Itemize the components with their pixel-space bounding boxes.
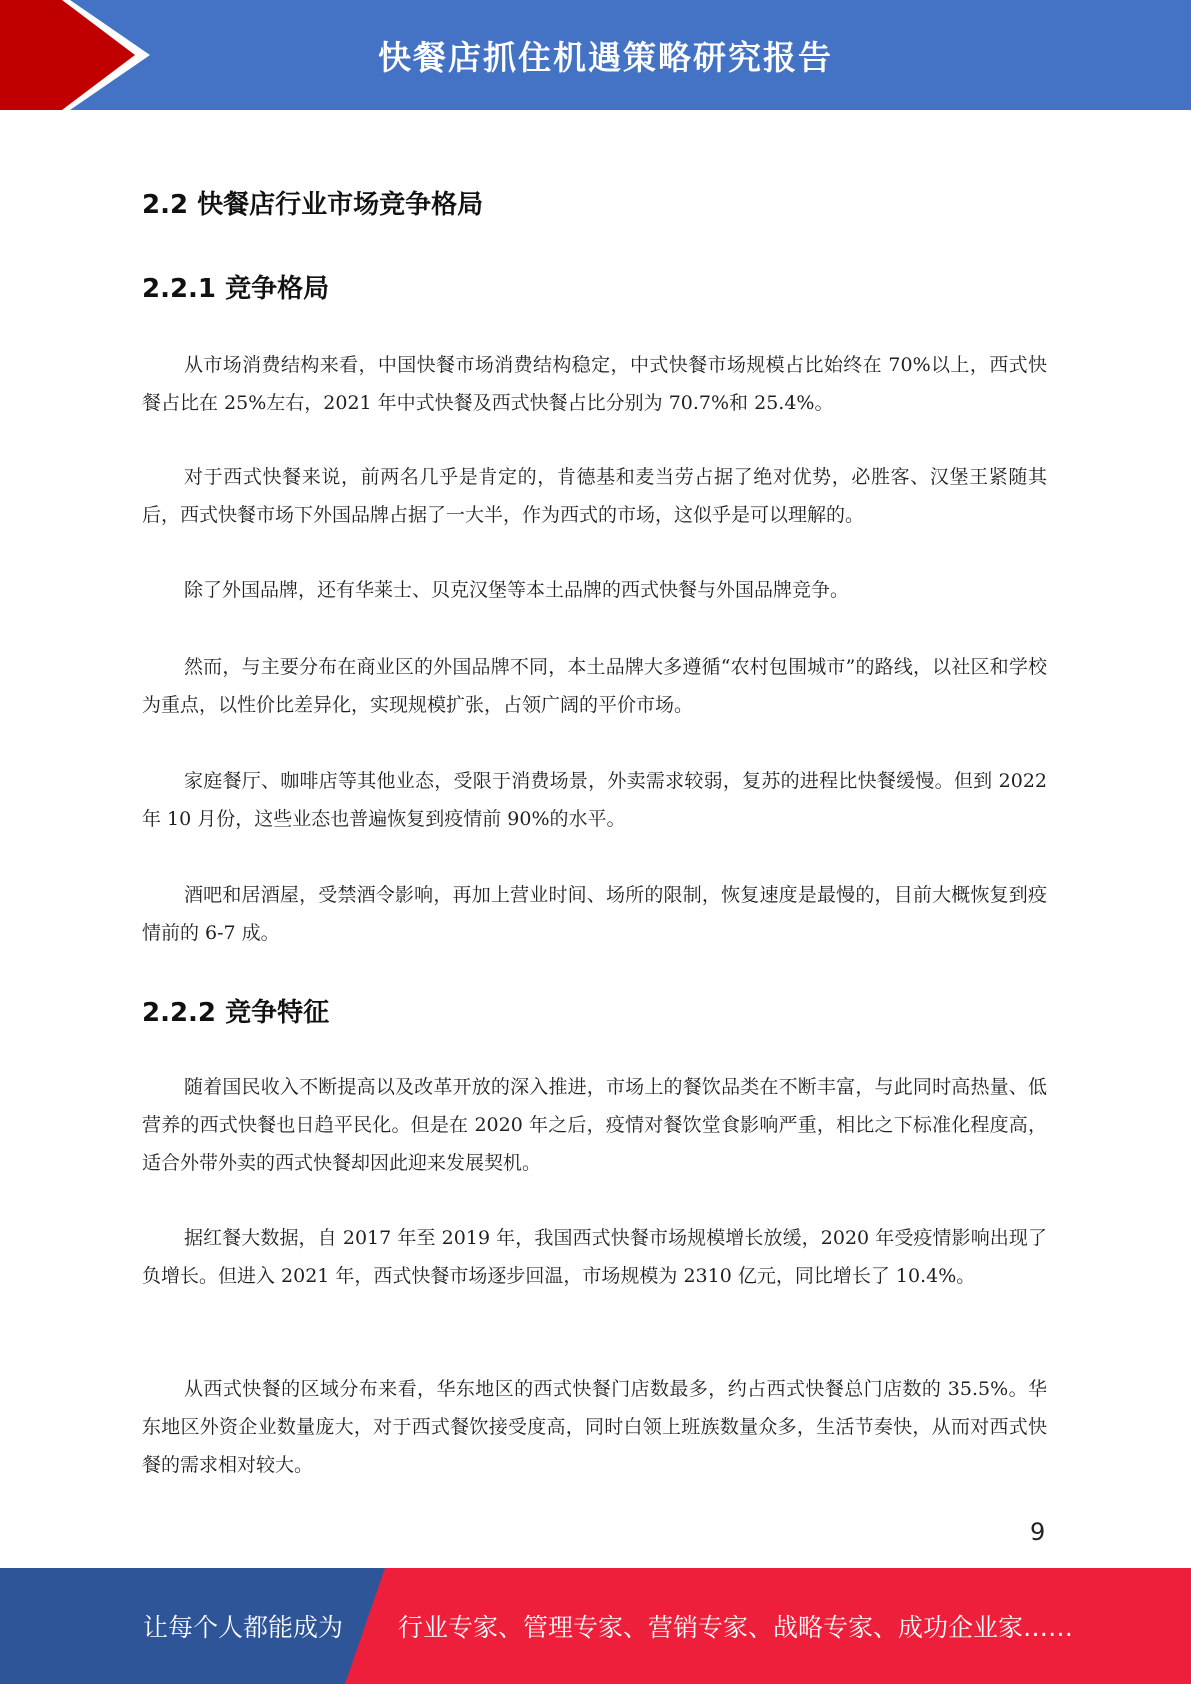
paragraph: 从市场消费结构来看，中国快餐市场消费结构稳定，中式快餐市场规模占比始终在 70%以上，西式快餐占比在 25%左右，2021 年中式快餐及西式快餐占比分别为 70.7%和 25.4%。 bbox=[142, 354, 1047, 414]
report-header-band bbox=[0, 0, 1191, 110]
footer-slogan-left: 让每个人都能成为 bbox=[143, 1613, 344, 1642]
paragraph: 然而，与主要分布在商业区的外国品牌不同，本土品牌大多遵循“农村包围城市”的路线，以社区和学校为重点，以性价比差异化，实现规模扩张，占领广阔的平价市场。 bbox=[142, 656, 1047, 716]
paragraph: 除了外国品牌，还有华莱士、贝克汉堡等本土品牌的西式快餐与外国品牌竞争。 bbox=[184, 579, 850, 601]
paragraph: 酒吧和居酒屋，受禁酒令影响，再加上营业时间、场所的限制，恢复速度是最慢的，目前大概恢复到疫情前的 6-7 成。 bbox=[142, 884, 1047, 944]
footer-banner bbox=[0, 1568, 1191, 1684]
page-number: 9 bbox=[1030, 1518, 1046, 1546]
footer-slogan-right: 行业专家、管理专家、营销专家、战略专家、成功企业家…… bbox=[398, 1613, 1074, 1642]
section-heading-2-2-2: 2.2.2 竞争特征 bbox=[142, 998, 330, 1028]
paragraph: 随着国民收入不断提高以及改革开放的深入推进，市场上的餐饮品类在不断丰富，与此同时高热量、低营养的西式快餐也日趋平民化。但是在 2020 年之后，疫情对餐饮堂食影响严重，相比之下标准化程度高，适合外带外卖的西式快餐却因此迎来发展契机。 bbox=[142, 1076, 1047, 1174]
paragraph: 家庭餐厅、咖啡店等其他业态，受限于消费场景，外卖需求较弱，复苏的进程比快餐缓慢。但到 2022 年 10 月份，这些业态也普遍恢复到疫情前 90%的水平。 bbox=[142, 770, 1047, 830]
section-heading-2-2: 2.2 快餐店行业市场竞争格局 bbox=[142, 190, 484, 220]
paragraph: 据红餐大数据，自 2017 年至 2019 年，我国西式快餐市场规模增长放缓，2020 年受疫情影响出现了负增长。但进入 2021 年，西式快餐市场逐步回温，市场规模为 2310 亿元，同比增长了 10.4%。 bbox=[142, 1227, 1047, 1287]
report-title: 快餐店抓住机遇策略研究报告 bbox=[378, 37, 833, 77]
paragraph: 对于西式快餐来说，前两名几乎是肯定的，肯德基和麦当劳占据了绝对优势，必胜客、汉堡王紧随其后，西式快餐市场下外国品牌占据了一大半，作为西式的市场，这似乎是可以理解的。 bbox=[142, 466, 1047, 526]
section-heading-2-2-1: 2.2.1 竞争格局 bbox=[142, 274, 330, 304]
paragraph: 从西式快餐的区域分布来看，华东地区的西式快餐门店数最多，约占西式快餐总门店数的 35.5%。华东地区外资企业数量庞大，对于西式餐饮接受度高，同时白领上班族数量众多，生活节奏快，从而对西式快餐的需求相对较大。 bbox=[142, 1378, 1047, 1476]
